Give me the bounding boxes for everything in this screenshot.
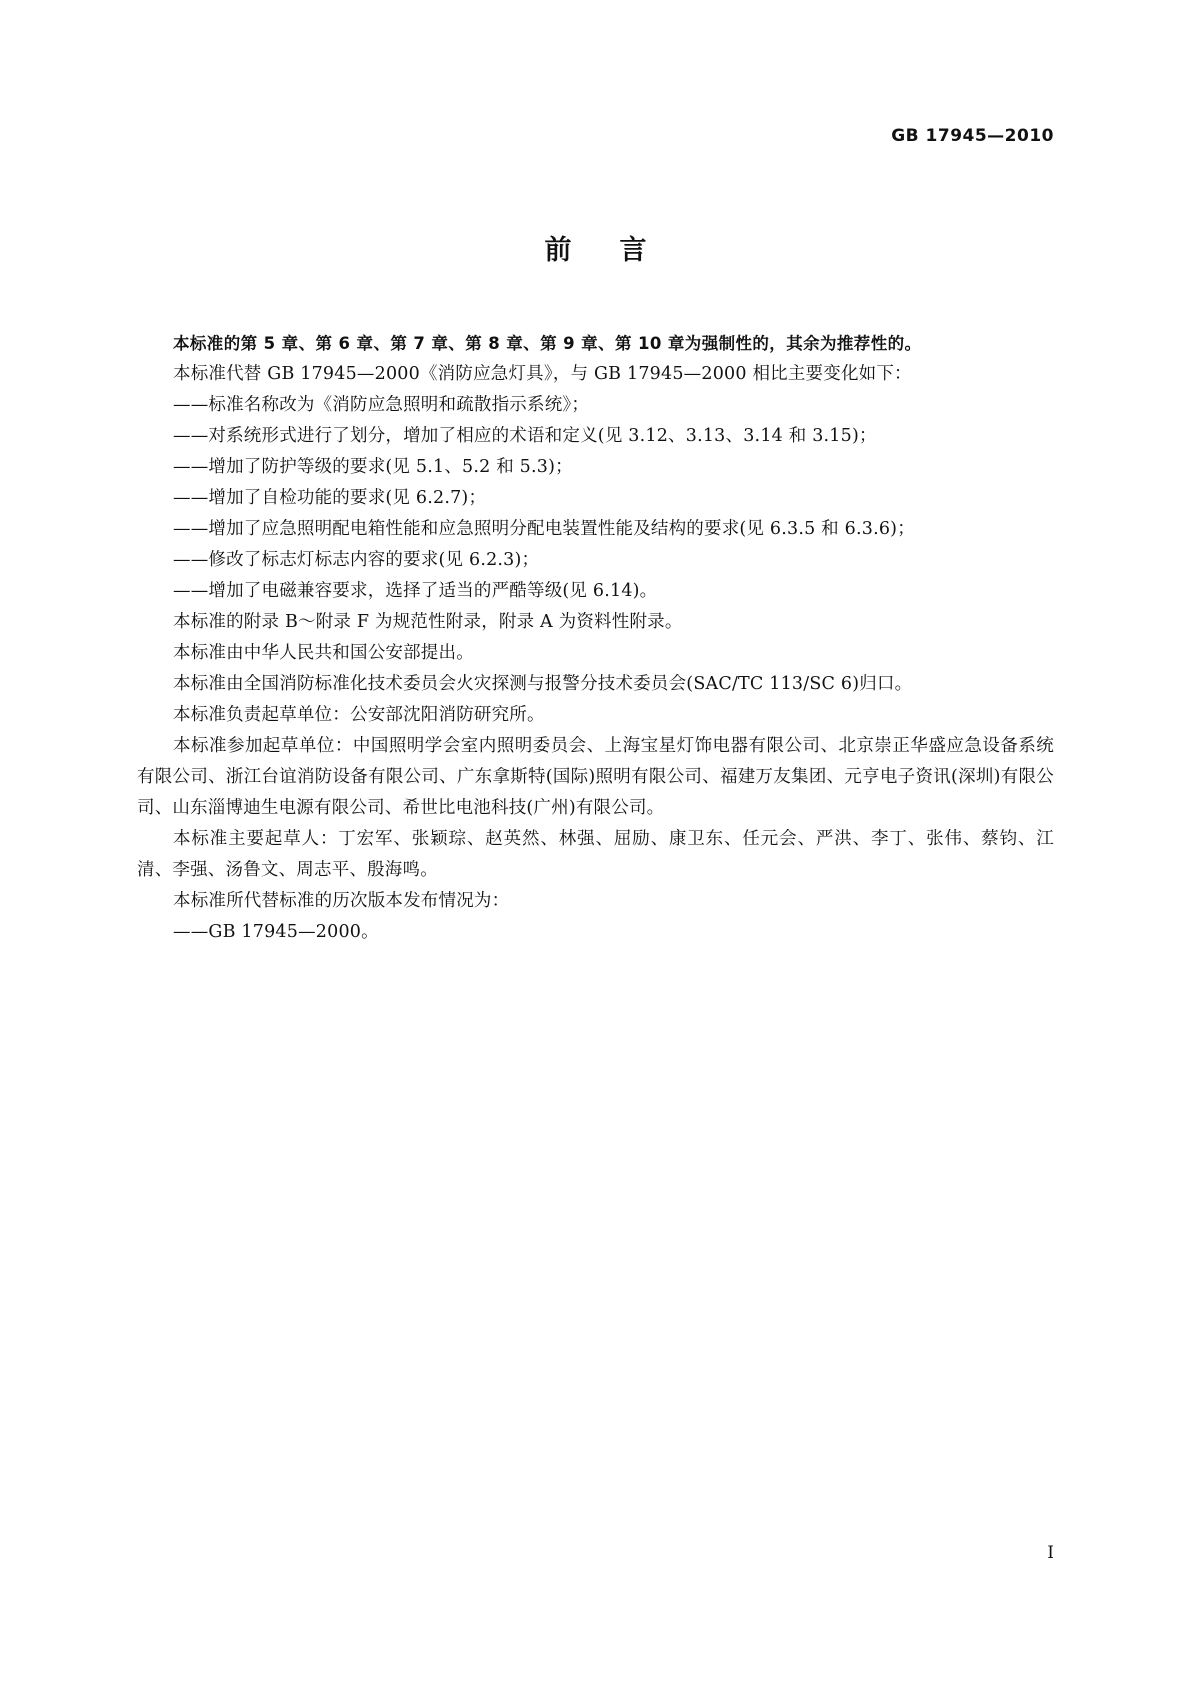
page-title: 前言 [544, 235, 695, 266]
page-number: I [1047, 1543, 1054, 1563]
standard-number: GB 17945—2010 [891, 126, 1054, 146]
change-item: ——对系统形式进行了划分，增加了相应的术语和定义(见 3.12、3.13、3.14 和 3.15)； [173, 426, 877, 446]
change-item: ——增加了应急照明配电箱性能和应急照明分配电装置性能及结构的要求(见 6.3.5 和 6.3.6)； [173, 519, 915, 539]
change-item: ——修改了标志灯标志内容的要求(见 6.2.3)； [173, 550, 540, 570]
change-item: ——增加了自检功能的要求(见 6.2.7)； [173, 488, 487, 508]
technical-committee-statement: 本标准由全国消防标准化技术委员会火灾探测与报警分技术委员会(SAC/TC 113/SC 6)归口。 [173, 674, 913, 694]
participating-drafters-statement: 本标准参加起草单位：中国照明学会室内照明委员会、上海宝星灯饰电器有限公司、北京崇正华盛应急设备系统有限公司、浙江台谊消防设备有限公司、广东拿斯特(国际)照明有限公司、福建万友集团、元亨电子资讯(深圳)有限公司、山东淄博迪生电源有限公司、希世比电池科技(广州)有限公司。 [137, 736, 1054, 818]
mandatory-clause-statement: 本标准的第 5 章、第 6 章、第 7 章、第 8 章、第 9 章、第 10 章为强制性的，其余为推荐性的。 [173, 334, 922, 353]
proposer-statement: 本标准由中华人民共和国公安部提出。 [173, 643, 474, 663]
change-item: ——增加了防护等级的要求(见 5.1、5.2 和 5.3)； [173, 457, 573, 477]
change-item: ——标准名称改为《消防应急照明和疏散指示系统》； [173, 395, 590, 415]
history-item: ——GB 17945—2000。 [173, 922, 379, 942]
change-item: ——增加了电磁兼容要求，选择了适当的严酷等级(见 6.14)。 [173, 581, 658, 601]
main-drafters-statement: 本标准主要起草人：丁宏军、张颖琮、赵英然、林强、屈励、康卫东、任元会、严洪、李丁、张伟、蔡钧、江清、李强、汤鲁文、周志平、殷海鸣。 [137, 829, 1054, 880]
foreword-body [137, 328, 1054, 948]
history-statement: 本标准所代替标准的历次版本发布情况为： [173, 891, 510, 911]
lead-drafter-statement: 本标准负责起草单位：公安部沈阳消防研究所。 [173, 705, 545, 725]
replacement-statement: 本标准代替 GB 17945—2000《消防应急灯具》，与 GB 17945—2000 相比主要变化如下： [173, 364, 912, 384]
annex-statement: 本标准的附录 B～附录 F 为规范性附录，附录 A 为资料性附录。 [173, 612, 683, 632]
